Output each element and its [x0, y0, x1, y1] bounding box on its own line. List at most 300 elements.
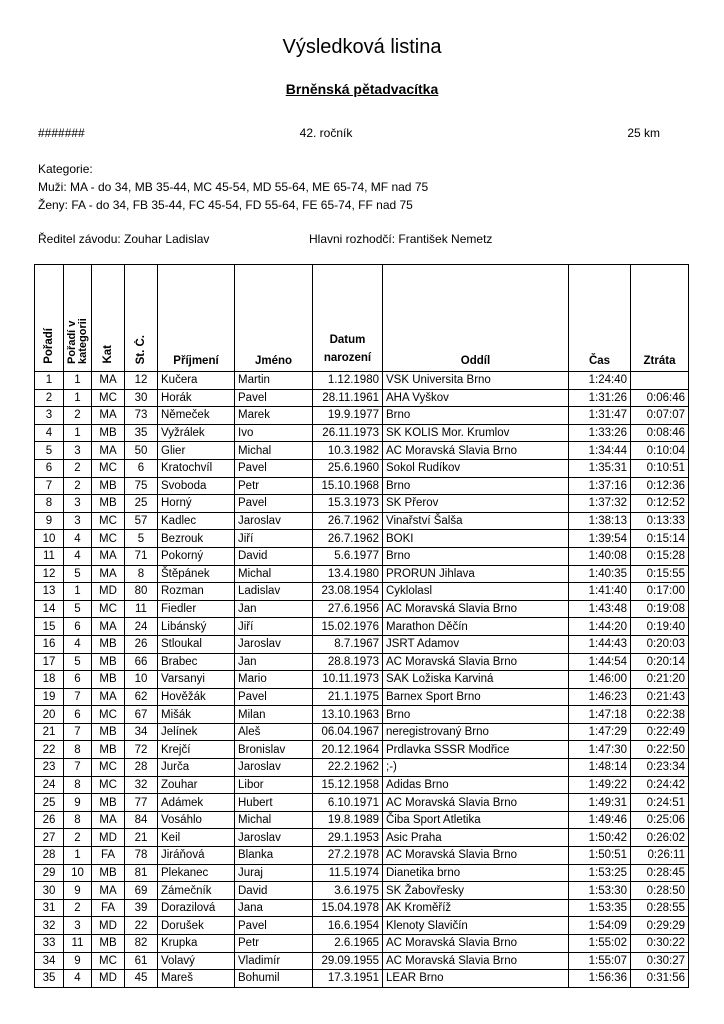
table-row [35, 372, 689, 390]
cell-category-rank: 1 [64, 847, 92, 865]
cell-name: Marek [235, 407, 313, 425]
table-row [35, 811, 689, 829]
cell-club: Dianetika brno [383, 864, 569, 882]
cell-bib: 11 [125, 600, 158, 618]
cell-surname: Plekanec [158, 864, 235, 882]
cell-club: BOKI [383, 530, 569, 548]
table-row [35, 653, 689, 671]
cell-name: Pavel [235, 688, 313, 706]
cell-bib: 30 [125, 389, 158, 407]
cell-loss: 0:21:43 [631, 688, 689, 706]
cell-category-rank: 7 [64, 723, 92, 741]
cell-loss: 0:30:27 [631, 952, 689, 970]
cell-surname: Vyžrálek [158, 424, 235, 442]
cell-loss: 0:29:29 [631, 917, 689, 935]
cell-time: 1:47:18 [569, 706, 631, 724]
cell-category: MA [92, 618, 125, 636]
cell-birth-date: 17.3.1951 [313, 970, 383, 988]
cell-bib: 72 [125, 741, 158, 759]
cell-category-rank: 9 [64, 794, 92, 812]
cell-bib: 61 [125, 952, 158, 970]
cell-time: 1:35:31 [569, 459, 631, 477]
cell-loss: 0:22:38 [631, 706, 689, 724]
cell-bib: 82 [125, 935, 158, 953]
cell-rank: 16 [35, 635, 64, 653]
cell-rank: 10 [35, 530, 64, 548]
cell-club: PRORUN Jihlava [383, 565, 569, 583]
cell-name: Jaroslav [235, 759, 313, 777]
cell-name: Jiří [235, 530, 313, 548]
header-loss: Ztráta [631, 265, 689, 372]
cell-surname: Horák [158, 389, 235, 407]
cell-category: MB [92, 935, 125, 953]
table-row [35, 671, 689, 689]
cell-category-rank: 8 [64, 741, 92, 759]
cell-category-rank: 9 [64, 952, 92, 970]
cell-rank: 1 [35, 372, 64, 390]
table-row [35, 899, 689, 917]
cell-category-rank: 9 [64, 882, 92, 900]
cell-category-rank: 5 [64, 600, 92, 618]
cell-time: 1:44:43 [569, 635, 631, 653]
cell-category: MD [92, 583, 125, 601]
cell-category: MC [92, 952, 125, 970]
cell-category-rank: 5 [64, 565, 92, 583]
cell-bib: 22 [125, 917, 158, 935]
cell-surname: Volavý [158, 952, 235, 970]
cell-loss: 0:24:42 [631, 776, 689, 794]
cell-category-rank: 2 [64, 459, 92, 477]
cell-bib: 78 [125, 847, 158, 865]
date-cell: ####### [38, 126, 85, 140]
cell-time: 1:49:31 [569, 794, 631, 812]
cell-category: MC [92, 776, 125, 794]
table-row [35, 459, 689, 477]
cell-birth-date: 13.10.1963 [313, 706, 383, 724]
cell-category-rank: 7 [64, 688, 92, 706]
table-row [35, 776, 689, 794]
cell-rank: 15 [35, 618, 64, 636]
table-row [35, 477, 689, 495]
cell-birth-date: 2.6.1965 [313, 935, 383, 953]
cell-surname: Jurča [158, 759, 235, 777]
cell-loss: 0:10:04 [631, 442, 689, 460]
header-surname: Příjmení [158, 265, 235, 372]
cell-time: 1:40:35 [569, 565, 631, 583]
cell-name: Pavel [235, 459, 313, 477]
cell-name: Jaroslav [235, 635, 313, 653]
cell-name: Blanka [235, 847, 313, 865]
cell-birth-date: 3.6.1975 [313, 882, 383, 900]
cell-surname: Štěpánek [158, 565, 235, 583]
cell-category: MB [92, 635, 125, 653]
cell-name: Petr [235, 935, 313, 953]
cell-name: Ladislav [235, 583, 313, 601]
table-row [35, 495, 689, 513]
cell-category-rank: 2 [64, 477, 92, 495]
table-row [35, 635, 689, 653]
cell-category: MA [92, 547, 125, 565]
cell-name: Jaroslav [235, 512, 313, 530]
cell-category: MA [92, 811, 125, 829]
cell-category: MA [92, 372, 125, 390]
cell-category: MB [92, 671, 125, 689]
cell-bib: 34 [125, 723, 158, 741]
cell-surname: Dorušek [158, 917, 235, 935]
cell-rank: 11 [35, 547, 64, 565]
cell-surname: Vosáhlo [158, 811, 235, 829]
cell-club: Brno [383, 547, 569, 565]
cell-loss: 0:22:50 [631, 741, 689, 759]
cell-bib: 6 [125, 459, 158, 477]
cell-bib: 69 [125, 882, 158, 900]
cell-time: 1:56:36 [569, 970, 631, 988]
cell-club: Marathon Děčín [383, 618, 569, 636]
cell-club: SK Žabovřesky [383, 882, 569, 900]
cell-rank: 29 [35, 864, 64, 882]
cell-club: VSK Universita Brno [383, 372, 569, 390]
cell-time: 1:46:00 [569, 671, 631, 689]
men-categories: Muži: MA - do 34, MB 35-44, MC 45-54, MD 55-64, ME 65-74, MF nad 75 [38, 180, 429, 194]
cell-name: Bronislav [235, 741, 313, 759]
cell-club: neregistrovaný Brno [383, 723, 569, 741]
cell-loss: 0:21:20 [631, 671, 689, 689]
cell-rank: 24 [35, 776, 64, 794]
cell-category: MB [92, 864, 125, 882]
cell-loss: 0:20:14 [631, 653, 689, 671]
header-time: Čas [569, 265, 631, 372]
cell-loss: 0:30:22 [631, 935, 689, 953]
cell-time: 1:55:02 [569, 935, 631, 953]
cell-loss [631, 372, 689, 390]
cell-surname: Zámečník [158, 882, 235, 900]
cell-birth-date: 11.5.1974 [313, 864, 383, 882]
cell-category-rank: 4 [64, 530, 92, 548]
cell-loss: 0:13:33 [631, 512, 689, 530]
cell-loss: 0:17:00 [631, 583, 689, 601]
cell-birth-date: 28.8.1973 [313, 653, 383, 671]
table-row [35, 706, 689, 724]
cell-name: Bohumil [235, 970, 313, 988]
table-row [35, 970, 689, 988]
cell-name: Ivo [235, 424, 313, 442]
cell-loss: 0:26:11 [631, 847, 689, 865]
cell-surname: Brabec [158, 653, 235, 671]
cell-surname: Libánský [158, 618, 235, 636]
cell-category: MC [92, 389, 125, 407]
cell-category: MC [92, 459, 125, 477]
cell-surname: Krejčí [158, 741, 235, 759]
head-referee: Hlavni rozhodčí: František Nemetz [309, 232, 493, 246]
edition: 42. ročník [299, 126, 353, 140]
cell-loss: 0:25:06 [631, 811, 689, 829]
cell-surname: Kadlec [158, 512, 235, 530]
table-row [35, 389, 689, 407]
cell-club: ;-) [383, 759, 569, 777]
page-title: Výsledková listina [282, 36, 442, 58]
table-row [35, 530, 689, 548]
cell-time: 1:34:44 [569, 442, 631, 460]
cell-club: Sokol Rudíkov [383, 459, 569, 477]
women-categories: Ženy: FA - do 34, FB 35-44, FC 45-54, FD 55-64, FE 65-74, FF nad 75 [38, 198, 413, 212]
cell-loss: 0:06:46 [631, 389, 689, 407]
cell-loss: 0:22:49 [631, 723, 689, 741]
cell-time: 1:44:54 [569, 653, 631, 671]
table-row [35, 442, 689, 460]
cell-surname: Horný [158, 495, 235, 513]
cell-surname: Hověžák [158, 688, 235, 706]
cell-birth-date: 22.2.1962 [313, 759, 383, 777]
cell-category-rank: 7 [64, 759, 92, 777]
cell-name: Milan [235, 706, 313, 724]
cell-category: MB [92, 424, 125, 442]
cell-category-rank: 6 [64, 706, 92, 724]
cell-birth-date: 6.10.1971 [313, 794, 383, 812]
cell-category: MB [92, 653, 125, 671]
cell-club: JSRT Adamov [383, 635, 569, 653]
cell-loss: 0:28:55 [631, 899, 689, 917]
cell-name: Vladimír [235, 952, 313, 970]
cell-surname: Varsanyi [158, 671, 235, 689]
cell-club: AC Moravská Slavia Brno [383, 794, 569, 812]
table-row [35, 565, 689, 583]
cell-loss: 0:07:07 [631, 407, 689, 425]
cell-birth-date: 27.2.1978 [313, 847, 383, 865]
cell-birth-date: 19.8.1989 [313, 811, 383, 829]
cell-loss: 0:28:45 [631, 864, 689, 882]
cell-category-rank: 1 [64, 372, 92, 390]
cell-bib: 67 [125, 706, 158, 724]
cell-birth-date: 29.1.1953 [313, 829, 383, 847]
cell-rank: 31 [35, 899, 64, 917]
cell-category: MA [92, 565, 125, 583]
cell-surname: Mareš [158, 970, 235, 988]
cell-time: 1:39:54 [569, 530, 631, 548]
cell-surname: Jiráňová [158, 847, 235, 865]
header-bib: St. Č. [125, 265, 158, 372]
cell-category-rank: 8 [64, 776, 92, 794]
table-row [35, 424, 689, 442]
cell-bib: 45 [125, 970, 158, 988]
cell-bib: 8 [125, 565, 158, 583]
cell-birth-date: 15.3.1973 [313, 495, 383, 513]
category-block [38, 160, 428, 214]
cell-birth-date: 15.04.1978 [313, 899, 383, 917]
distance: 25 km [627, 126, 660, 140]
cell-category-rank: 1 [64, 389, 92, 407]
cell-birth-date: 21.1.1975 [313, 688, 383, 706]
cell-club: LEAR Brno [383, 970, 569, 988]
cell-time: 1:47:29 [569, 723, 631, 741]
cell-bib: 32 [125, 776, 158, 794]
cell-time: 1:49:22 [569, 776, 631, 794]
cell-time: 1:24:40 [569, 372, 631, 390]
cell-club: Brno [383, 477, 569, 495]
cell-birth-date: 16.6.1954 [313, 917, 383, 935]
table-row [35, 512, 689, 530]
cell-birth-date: 15.02.1976 [313, 618, 383, 636]
cell-rank: 30 [35, 882, 64, 900]
cell-category-rank: 6 [64, 671, 92, 689]
cell-name: Pavel [235, 495, 313, 513]
table-row [35, 407, 689, 425]
cell-rank: 18 [35, 671, 64, 689]
cell-bib: 73 [125, 407, 158, 425]
cell-birth-date: 26.11.1973 [313, 424, 383, 442]
cell-bib: 26 [125, 635, 158, 653]
cell-birth-date: 10.11.1973 [313, 671, 383, 689]
cell-birth-date: 8.7.1967 [313, 635, 383, 653]
cell-category: MB [92, 741, 125, 759]
cell-category: MA [92, 442, 125, 460]
cell-name: Jaroslav [235, 829, 313, 847]
cell-category-rank: 4 [64, 547, 92, 565]
cell-birth-date: 10.3.1982 [313, 442, 383, 460]
cell-surname: Kučera [158, 372, 235, 390]
cell-bib: 21 [125, 829, 158, 847]
cell-club: Prdlavka SSSR Modřice [383, 741, 569, 759]
cell-club: SK KOLIS Mor. Krumlov [383, 424, 569, 442]
race-name: Brněnská pětadvacítka [285, 81, 439, 97]
cell-category-rank: 3 [64, 495, 92, 513]
race-director: Ředitel závodu: Zouhar Ladislav [38, 232, 210, 246]
cell-category-rank: 4 [64, 635, 92, 653]
cell-club: Barnex Sport Brno [383, 688, 569, 706]
table-row [35, 723, 689, 741]
cell-name: Michal [235, 811, 313, 829]
cell-bib: 80 [125, 583, 158, 601]
cell-rank: 2 [35, 389, 64, 407]
cell-name: Mario [235, 671, 313, 689]
cell-time: 1:49:46 [569, 811, 631, 829]
cell-bib: 57 [125, 512, 158, 530]
cell-birth-date: 15.12.1958 [313, 776, 383, 794]
table-row [35, 882, 689, 900]
table-row [35, 547, 689, 565]
cell-surname: Svoboda [158, 477, 235, 495]
cell-birth-date: 26.7.1962 [313, 512, 383, 530]
cell-bib: 28 [125, 759, 158, 777]
cell-rank: 8 [35, 495, 64, 513]
cell-club: AHA Vyškov [383, 389, 569, 407]
cell-category: MC [92, 759, 125, 777]
cell-time: 1:53:35 [569, 899, 631, 917]
cell-bib: 10 [125, 671, 158, 689]
cell-rank: 13 [35, 583, 64, 601]
cell-category: MC [92, 706, 125, 724]
cell-rank: 17 [35, 653, 64, 671]
cell-loss: 0:19:40 [631, 618, 689, 636]
cell-bib: 71 [125, 547, 158, 565]
cell-rank: 21 [35, 723, 64, 741]
cell-surname: Němeček [158, 407, 235, 425]
cell-rank: 33 [35, 935, 64, 953]
cell-time: 1:46:23 [569, 688, 631, 706]
cell-surname: Bezrouk [158, 530, 235, 548]
cell-rank: 32 [35, 917, 64, 935]
cell-category-rank: 5 [64, 653, 92, 671]
cell-rank: 28 [35, 847, 64, 865]
cell-name: Jiří [235, 618, 313, 636]
cell-time: 1:37:16 [569, 477, 631, 495]
cell-birth-date: 25.6.1960 [313, 459, 383, 477]
cell-category: MD [92, 970, 125, 988]
cell-birth-date: 19.9.1977 [313, 407, 383, 425]
cell-category-rank: 2 [64, 899, 92, 917]
cell-loss: 0:15:55 [631, 565, 689, 583]
cell-category: MB [92, 723, 125, 741]
cell-rank: 22 [35, 741, 64, 759]
cell-time: 1:50:42 [569, 829, 631, 847]
cell-birth-date: 13.4.1980 [313, 565, 383, 583]
cell-club: AC Moravská Slavia Brno [383, 600, 569, 618]
cell-surname: Mišák [158, 706, 235, 724]
cell-category: MD [92, 917, 125, 935]
table-row [35, 917, 689, 935]
cell-club: AC Moravská Slavia Brno [383, 847, 569, 865]
cell-surname: Jelínek [158, 723, 235, 741]
cell-name: Libor [235, 776, 313, 794]
cell-rank: 4 [35, 424, 64, 442]
cell-name: Michal [235, 565, 313, 583]
cell-category-rank: 3 [64, 442, 92, 460]
cell-time: 1:53:30 [569, 882, 631, 900]
cell-category-rank: 2 [64, 407, 92, 425]
cell-surname: Rozman [158, 583, 235, 601]
cell-surname: Glier [158, 442, 235, 460]
cell-rank: 35 [35, 970, 64, 988]
cell-club: Klenoty Slavičín [383, 917, 569, 935]
cell-time: 1:50:51 [569, 847, 631, 865]
cell-birth-date: 28.11.1961 [313, 389, 383, 407]
table-row [35, 688, 689, 706]
header-name: Jméno [235, 265, 313, 372]
cell-surname: Adámek [158, 794, 235, 812]
table-row [35, 759, 689, 777]
cell-club: Vinařství Šalša [383, 512, 569, 530]
cell-rank: 12 [35, 565, 64, 583]
cell-category: MA [92, 688, 125, 706]
cell-time: 1:38:13 [569, 512, 631, 530]
table-row [35, 952, 689, 970]
cell-club: AC Moravská Slavia Brno [383, 653, 569, 671]
cell-category-rank: 1 [64, 583, 92, 601]
cell-loss: 0:23:34 [631, 759, 689, 777]
cell-birth-date: 23.08.1954 [313, 583, 383, 601]
cell-loss: 0:31:56 [631, 970, 689, 988]
cell-name: Jan [235, 600, 313, 618]
cell-time: 1:40:08 [569, 547, 631, 565]
cell-name: Jan [235, 653, 313, 671]
cell-time: 1:55:07 [569, 952, 631, 970]
cell-name: Jana [235, 899, 313, 917]
results-table [34, 264, 689, 988]
cell-birth-date: 5.6.1977 [313, 547, 383, 565]
table-row [35, 600, 689, 618]
cell-surname: Dorazilová [158, 899, 235, 917]
table-row [35, 618, 689, 636]
cell-birth-date: 1.12.1980 [313, 372, 383, 390]
cell-bib: 12 [125, 372, 158, 390]
cell-surname: Pokorný [158, 547, 235, 565]
cell-name: Hubert [235, 794, 313, 812]
cell-bib: 81 [125, 864, 158, 882]
cell-category-rank: 8 [64, 811, 92, 829]
cell-time: 1:43:48 [569, 600, 631, 618]
cell-surname: Fiedler [158, 600, 235, 618]
cell-name: Pavel [235, 917, 313, 935]
cell-rank: 23 [35, 759, 64, 777]
